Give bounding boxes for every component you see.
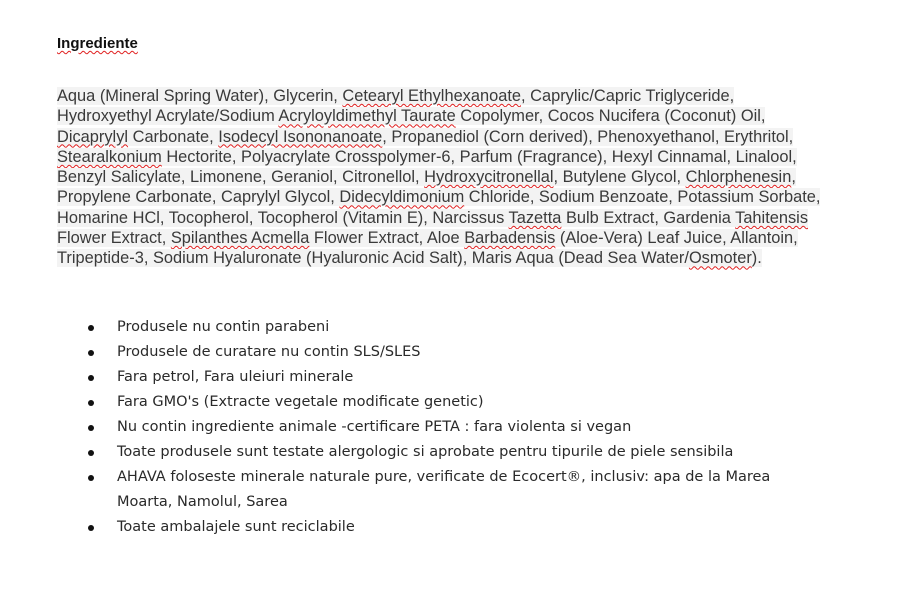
paragraph-segment: Flower Extract, Aloe (309, 229, 465, 248)
paragraph-segment: Copolymer, Cocos Nucifera (Coconut) Oil, (455, 107, 766, 126)
bullet-icon (88, 400, 94, 406)
bullet-icon (88, 450, 94, 456)
list-item (57, 315, 827, 340)
bullet-icon (88, 375, 94, 381)
bullet-icon (88, 475, 94, 481)
claims-list (57, 315, 827, 540)
ingredients-heading (57, 34, 827, 54)
paragraph-segment: , Caprylic/Capric Triglyceride, Hydroxyethyl Acrylate/Sodium (57, 87, 735, 126)
list-item (57, 365, 827, 390)
list-item-text: AHAVA foloseste minerale naturale pure, verificate de Ecocert®, inclusiv: apa de la Marea Moarta, Namolul, Sarea (117, 468, 771, 510)
bullet-icon (88, 425, 94, 431)
spellcheck-word: Cetearyl Ethylhexanoate (342, 87, 522, 105)
document-page (57, 34, 827, 540)
list-item (57, 340, 827, 365)
spellcheck-word: Barbadensis (464, 229, 556, 248)
list-item (57, 515, 827, 540)
ingredients-text (57, 87, 820, 267)
paragraph-segment: Chloride, Sodium Benzoate, Potassium Sorbate, Homarine HCl, Tocopherol, Tocopherol (Vitamin E), Narcissus (57, 188, 821, 227)
list-item-text: Produsele de curatare nu contin SLS/SLES (117, 343, 421, 360)
spellcheck-word: Tazetta (508, 208, 562, 227)
list-item (57, 440, 827, 465)
ingredients-paragraph (57, 86, 827, 269)
paragraph-segment: , Propanediol (Corn derived), Phenoxyethanol, Erythritol, (382, 127, 794, 146)
paragraph-segment: Bulb Extract, Gardenia (561, 208, 736, 227)
paragraph-segment: Carbonate, (128, 127, 219, 146)
spellcheck-word: Hydroxycitronellal (424, 168, 554, 187)
spellcheck-word: Osmoter (688, 249, 752, 268)
spellcheck-word: Acryloyldimethyl Taurate (278, 107, 456, 126)
paragraph-segment: Flower Extract, (57, 229, 171, 248)
list-item-text: Produsele nu contin parabeni (117, 318, 330, 335)
spellcheck-word: Didecyldimonium (339, 188, 465, 207)
paragraph-segment: ). (751, 249, 762, 268)
paragraph-segment: , Propylene Carbonate, Caprylyl Glycol, (57, 168, 796, 207)
heading-text: Ingrediente (57, 35, 138, 52)
list-item-text: Fara GMO's (Extracte vegetale modificate genetic) (117, 393, 484, 410)
paragraph-segment: (Aloe-Vera) Leaf Juice, Allantoin, Tripeptide-3, Sodium Hyaluronate (Hyaluronic Acid Salt), Maris Aqua (Dead Sea Water/ (57, 229, 798, 268)
bullet-icon (88, 325, 94, 331)
list-item-text: Fara petrol, Fara uleiuri minerale (117, 368, 354, 385)
spellcheck-word: Spilanthes Acmella (170, 229, 310, 248)
list-item (57, 465, 827, 515)
spellcheck-word: Isodecyl Isononanoate (218, 127, 383, 146)
list-item-text: Nu contin ingrediente animale -certificare PETA : fara violenta si vegan (117, 418, 632, 435)
bullet-icon (88, 350, 94, 356)
paragraph-segment: Hectorite, Polyacrylate Crosspolymer-6, Parfum (Fragrance), Hexyl Cinnamal, Linalool, Benzyl Salicylate, Limonene, Geraniol, Citronellol, (57, 147, 797, 187)
spellcheck-word: Stearalkonium (57, 147, 162, 166)
spellcheck-word: Chlorphenesin (685, 168, 792, 187)
list-item (57, 415, 827, 440)
spellcheck-word: Dicaprylyl (57, 127, 129, 146)
list-item-text: Toate ambalajele sunt reciclabile (117, 518, 355, 535)
spellcheck-word: Tahitensis (735, 208, 809, 227)
list-item (57, 390, 827, 415)
paragraph-segment: Aqua (Mineral Spring Water), Glycerin, (57, 87, 343, 105)
bullet-icon (88, 525, 94, 531)
paragraph-segment: , Butylene Glycol, (553, 168, 686, 187)
list-item-text: Toate produsele sunt testate alergologic si aprobate pentru tipurile de piele sensibila (117, 443, 734, 460)
